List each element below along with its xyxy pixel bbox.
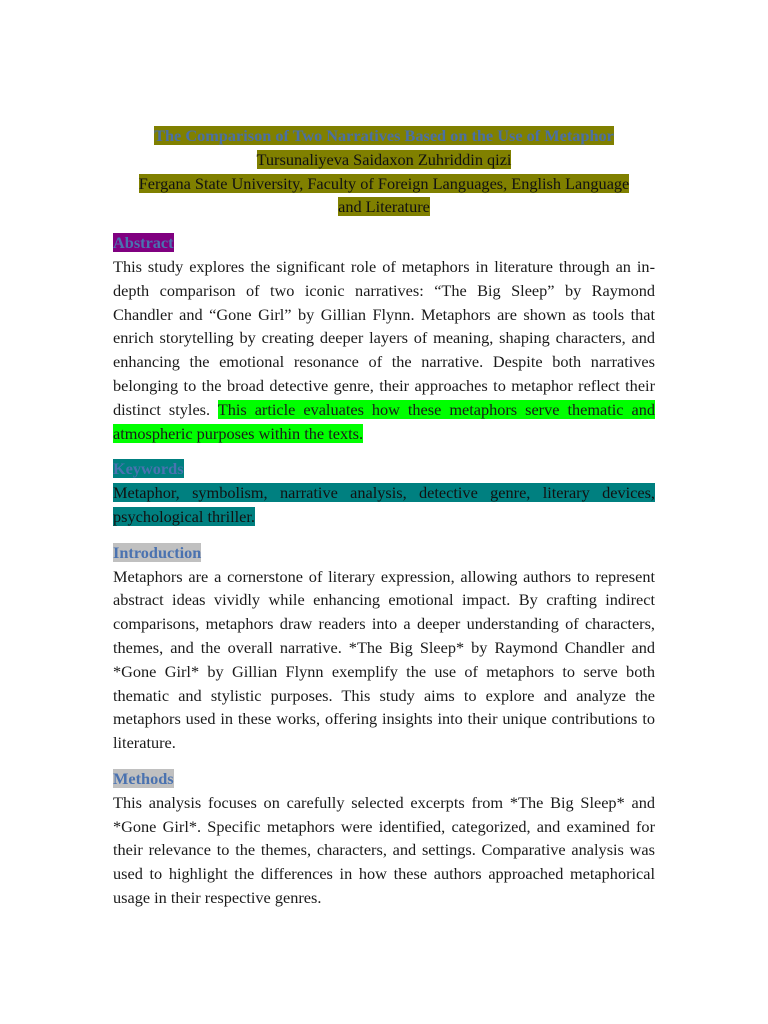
author-name: Tursunaliyeva Saidaxon Zuhriddin qizi	[256, 149, 512, 169]
introduction-paragraph: Metaphors are a cornerstone of literary expression, allowing authors to represent abstract ideas vividly while enhancing emotional impact. By crafting indirect comparisons, metaphors draw readers into a deeper understanding of characters, themes, and the overall narrative. *The Big Sleep* by Raymond Chandler and *Gone Girl* by Gillian Flynn exemplify the use of metaphors to serve both thematic and stylistic purposes. This study aims to explore and analyze the metaphors used in these works, offering insights into their unique contributions to literature.	[113, 566, 655, 753]
abstract-heading-row	[113, 231, 655, 255]
abstract-paragraph	[113, 255, 655, 445]
document-page	[113, 124, 655, 910]
keywords-heading-row	[113, 457, 655, 481]
keywords-paragraph	[113, 481, 655, 529]
keywords-heading: Keywords	[113, 459, 184, 479]
abstract-highlighted-text: This article evaluates how these metaphors serve thematic and atmospheric purposes within the texts.	[113, 399, 655, 443]
abstract-heading: Abstract	[113, 233, 174, 253]
paper-title: The Comparison of Two Narratives Based on the Use of Metaphor	[154, 126, 614, 145]
keywords-text: Metaphor, symbolism, narrative analysis, detective genre, literary devices, psychological thriller.	[113, 483, 655, 526]
introduction-heading: Introduction	[113, 542, 202, 562]
introduction-heading-row	[113, 541, 655, 565]
affiliation-line-2: and Literature	[338, 197, 430, 217]
methods-heading: Methods	[113, 768, 174, 788]
methods-paragraph: This analysis focuses on carefully selected excerpts from *The Big Sleep* and *Gone Girl*. Specific metaphors were identified, categorized, and examined for their relevance to the themes, characters, and settings. Comparative analysis was used to highlight the differences in how these authors approached metaphorical usage in their respective genres.	[113, 792, 655, 907]
affiliation-line-1: Fergana State University, Faculty of Foreign Languages, English Language	[138, 173, 630, 193]
abstract-text: This study explores the significant role of metaphors in literature through an in-depth comparison of two iconic narratives: “The Big Sleep” by Raymond Chandler and “Gone Girl” by Gillian Flynn. Metaphors are shown as tools that enrich storytelling by creating deeper layers of meaning, shaping characters, and enhancing the emotional resonance of the narrative. Despite both narratives belonging to the broad detective genre, their approaches to metaphor reflect their distinct styles.	[113, 256, 655, 419]
methods-heading-row	[113, 767, 655, 791]
title-block	[113, 124, 655, 219]
